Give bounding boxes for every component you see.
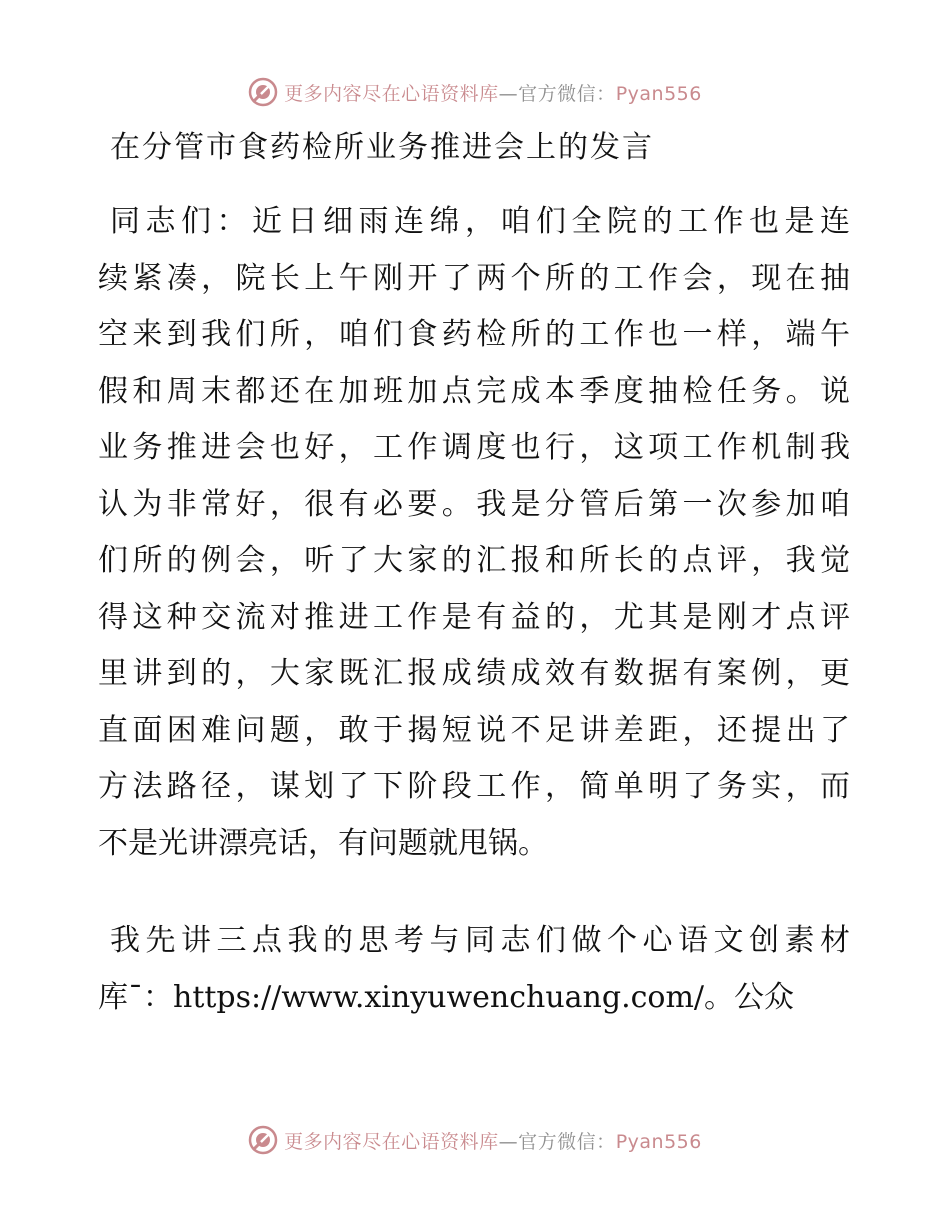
brand-logo-icon bbox=[248, 1125, 278, 1155]
banner-main-text: 更多内容尽在心语资料库 bbox=[284, 1130, 499, 1153]
text-line: 我先讲三点我的思考与同志们做个心语文创素材 bbox=[110, 923, 850, 958]
text-line: 续紧凑，院长上午刚开了两个所的工作会，现在抽 bbox=[98, 260, 850, 296]
banner-separator: — bbox=[498, 82, 519, 105]
text-line: 们所的例会，听了大家的汇报和所长的点评，我觉 bbox=[98, 543, 850, 578]
banner-separator: — bbox=[498, 1130, 519, 1153]
text-line: 业务推进会也好，工作调度也行，这项工作机制我 bbox=[98, 430, 850, 465]
paragraph-1 bbox=[98, 194, 850, 872]
text-line: 里讲到的，大家既汇报成绩成效有数据有案例，更 bbox=[98, 656, 850, 691]
text-line: 认为非常好，很有必要。我是分管后第一次参加咱 bbox=[98, 486, 850, 522]
document-title: 在分管市食药检所业务推进会上的发言 bbox=[110, 130, 654, 165]
text-line: 得这种交流对推进工作是有益的，尤其是刚才点评 bbox=[98, 599, 850, 635]
banner-main-text: 更多内容尽在心语资料库 bbox=[284, 82, 499, 105]
footer-banner bbox=[0, 1120, 950, 1160]
banner-wechat-label: 官方微信： bbox=[518, 82, 616, 105]
brand-logo-icon bbox=[248, 77, 278, 107]
banner-text bbox=[284, 1127, 702, 1154]
paragraph-2 bbox=[98, 913, 850, 1026]
banner-wechat-id: Pyan556 bbox=[615, 1130, 702, 1153]
text-line: 同志们：近日细雨连绵，咱们全院的工作也是连 bbox=[110, 204, 850, 239]
text-line: 空来到我们所，咱们食药检所的工作也一样，端午 bbox=[98, 317, 850, 352]
text-line: 直面困难问题，敢于揭短说不足讲差距，还提出了 bbox=[98, 712, 850, 748]
banner-wechat-label: 官方微信： bbox=[518, 1130, 616, 1153]
banner-text bbox=[284, 79, 702, 106]
text-line: 库¯：https://www.xinyuwenchuang.com/。公众 bbox=[98, 979, 795, 1015]
text-line: 方法路径，谋划了下阶段工作，简单明了务实，而 bbox=[98, 769, 850, 804]
header-banner bbox=[0, 72, 950, 112]
text-line: 假和周末都还在加班加点完成本季度抽检任务。说 bbox=[98, 373, 850, 409]
text-line: 不是光讲漂亮话，有问题就甩锅。 bbox=[98, 825, 548, 861]
banner-wechat-id: Pyan556 bbox=[615, 82, 702, 105]
